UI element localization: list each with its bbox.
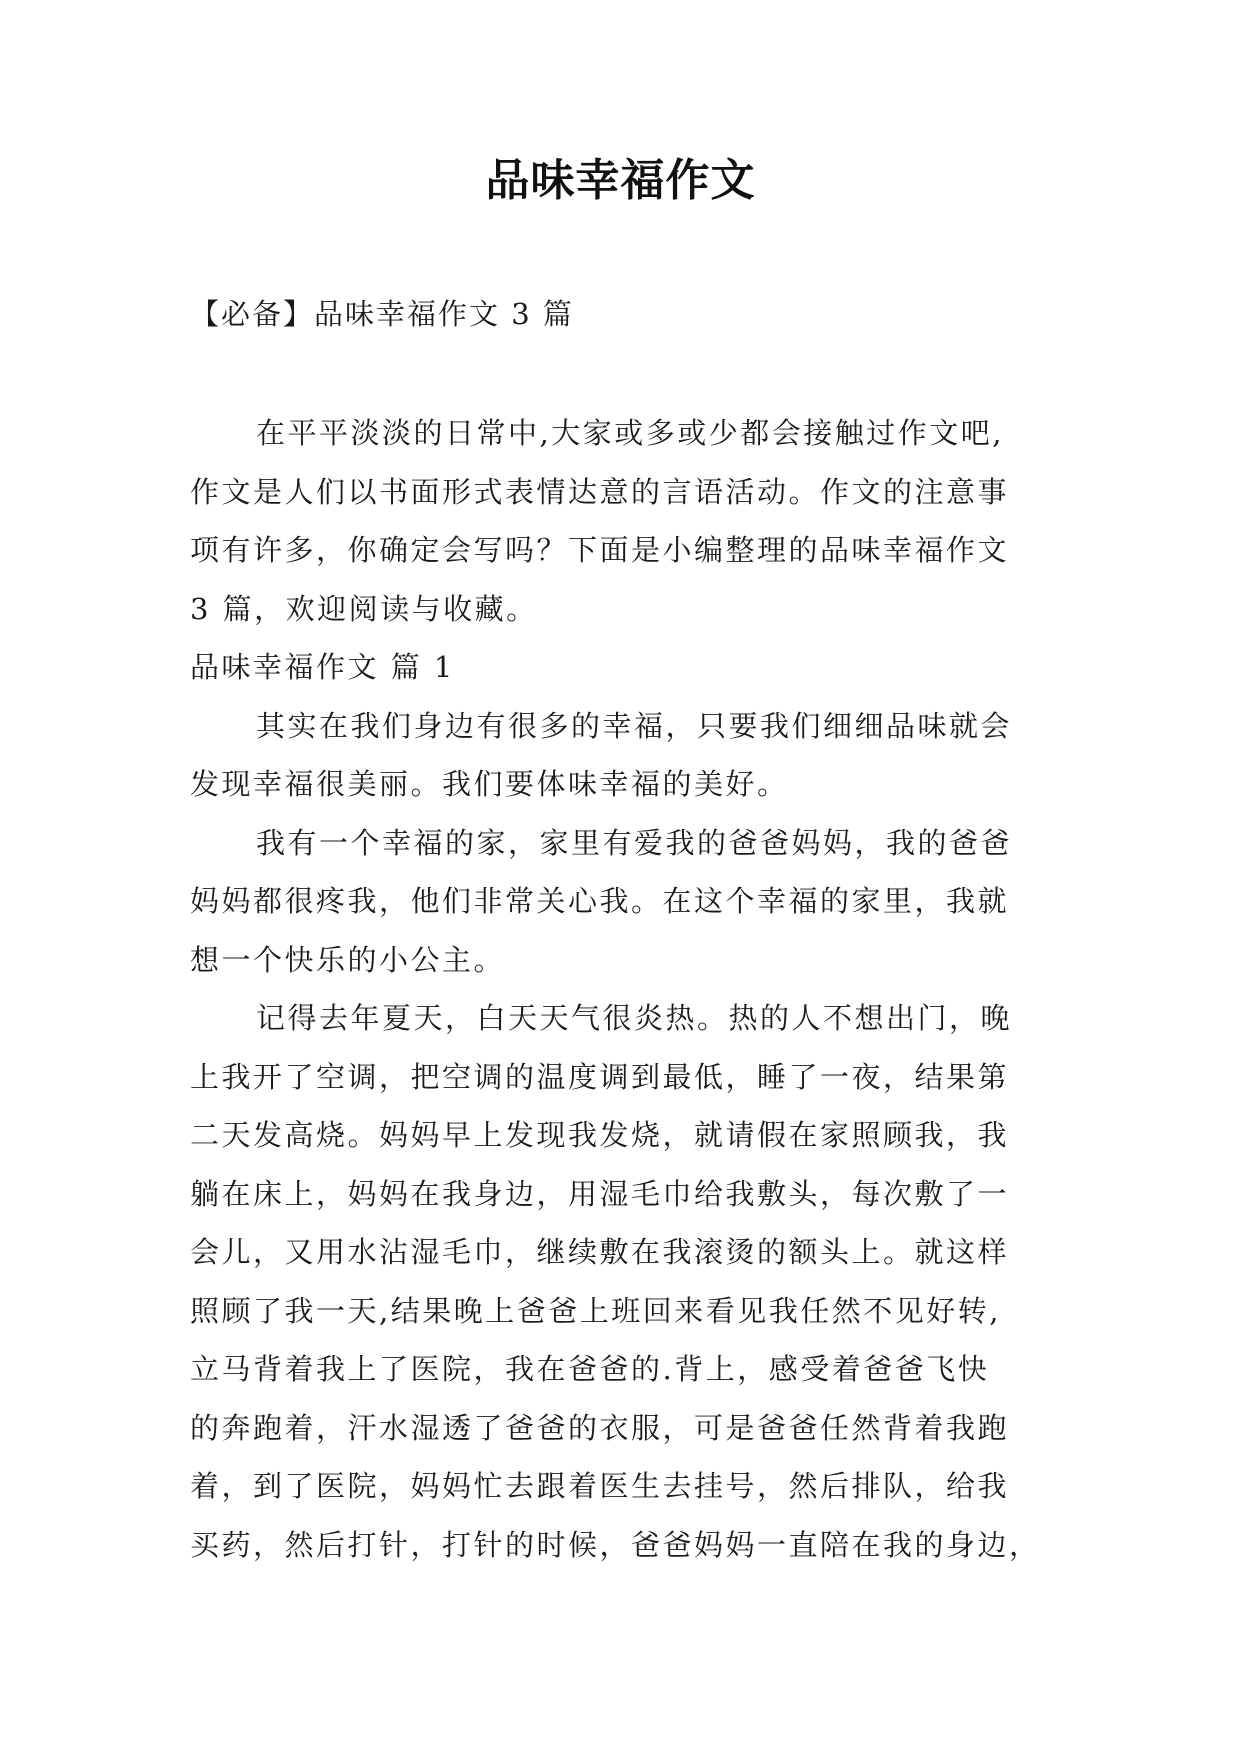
paragraph-line: 想一个快乐的小公主。 <box>190 942 506 977</box>
paragraph-line: 在平平淡淡的日常中,大家或多或少都会接触过作文吧, <box>256 416 1004 450</box>
paragraph-line: 其实在我们身边有很多的幸福，只要我们细细品味就会 <box>256 708 1013 743</box>
document-subtitle: 【必备】品味幸福作文 3 篇 <box>190 297 574 331</box>
paragraph-line: 作文是人们以书面形式表情达意的言语活动。作文的注意事 <box>190 474 1010 509</box>
paragraph-line: 上我开了空调，把空调的温度调到最低，睡了一夜，结果第 <box>190 1059 1010 1094</box>
paragraph-line: 躺在床上，妈妈在我身边，用湿毛巾给我敷头，每次敷了一 <box>190 1176 1010 1211</box>
document-body <box>190 404 1050 1574</box>
paragraph-line: 买药，然后打针，打针的时候，爸爸妈妈一直陪在我的身边， <box>190 1527 1041 1562</box>
paragraph-line: 记得去年夏天，白天天气很炎热。热的人不想出门，晚 <box>256 1001 1013 1035</box>
paragraph-line: 着，到了医院，妈妈忙去跟着医生去挂号，然后排队，给我 <box>190 1469 1010 1503</box>
paragraph-line: 会儿，又用水沾湿毛巾，继续敷在我滚烫的额头上。就这样 <box>190 1235 1010 1269</box>
paragraph-line: 发现幸福很美丽。我们要体味幸福的美好。 <box>190 767 789 801</box>
paragraph-line: 项有许多，你确定会写吗？下面是小编整理的品味幸福作文 <box>190 533 1010 567</box>
paragraph-line: 照顾了我一天,结果晚上爸爸上班回来看见我任然不见好转, <box>190 1293 1001 1328</box>
paragraph-line: 的奔跑着，汗水湿透了爸爸的衣服，可是爸爸任然背着我跑 <box>190 1410 1010 1445</box>
paragraph-line: 二天发高烧。妈妈早上发现我发烧，就请假在家照顾我，我 <box>190 1118 1010 1152</box>
section-heading: 品味幸福作文 篇 1 <box>190 650 455 684</box>
paragraph-line: 立马背着我上了医院，我在爸爸的.背上，感受着爸爸飞快 <box>190 1352 990 1386</box>
page-title: 品味幸福作文 <box>485 155 756 206</box>
paragraph-line: 3 篇，欢迎阅读与收藏。 <box>190 591 538 626</box>
paragraph-line: 妈妈都很疼我，他们非常关心我。在这个幸福的家里，我就 <box>190 884 1010 918</box>
paragraph-line: 我有一个幸福的家，家里有爱我的爸爸妈妈，我的爸爸 <box>256 825 1013 860</box>
